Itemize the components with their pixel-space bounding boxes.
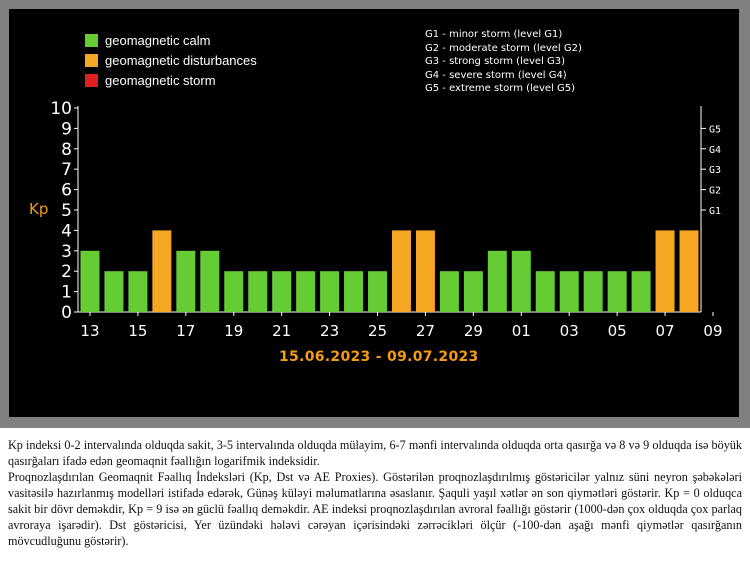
storm-level-g5: G5 - extreme storm (level G5) (425, 83, 575, 94)
y-tick-label: 8 (61, 139, 72, 160)
bar (512, 251, 531, 312)
bar (248, 271, 267, 312)
storm-level-g2: G2 - moderate storm (level G2) (425, 42, 582, 54)
y-axis-label: Kp (29, 200, 49, 218)
x-tick-label: 03 (559, 322, 579, 340)
y-tick-label: 3 (61, 241, 72, 262)
bar (344, 271, 363, 312)
x-tick-label: 27 (415, 322, 435, 340)
bar (176, 251, 195, 312)
x-tick-label: 25 (367, 322, 388, 340)
bar (608, 271, 627, 312)
bar (368, 271, 387, 312)
y-tick-label: 4 (61, 221, 72, 242)
bar (320, 271, 339, 312)
legend-label: geomagnetic calm (105, 33, 211, 48)
date-range: 15.06.2023 - 09.07.2023 (279, 349, 479, 365)
bar (128, 271, 147, 312)
y-tick-label: 7 (61, 160, 72, 181)
bar (656, 230, 675, 312)
x-tick-label: 19 (224, 322, 244, 340)
bar (416, 230, 435, 312)
description-paragraph: Kp indeksi 0-2 intervalında olduqda sakit, 3-5 intervalında olduqda mülayim, 6-7 mənfi intervalında olduqda orta qasırğa və 8 və 9 olduqda isə böyük qasırğaları ifadə edən geomaqnit fəallığın logarifmik indeksidir. (8, 438, 742, 468)
g-tick-label: G4 (709, 144, 722, 156)
bar (464, 271, 483, 312)
bar (440, 271, 459, 312)
bar (272, 271, 291, 312)
storm-level-g1: G1 - minor storm (level G1) (425, 29, 563, 40)
bar (560, 271, 579, 312)
description-paragraph: Proqnozlaşdırılan Geomaqnit Fəallıq İndeksləri (Kp, Dst və AE Proxies). Göstərilən proqnozlaşdırılmış göstəricilər yalnız süni neyron şəbəkələri vasitəsilə hazırlanmış modelləri istifadə edərək, Günəş küləyi məlumatlarına əsaslanır. Şaquli yaşıl xətlər ən son qiymətləri göstərir. Kp = 0 olduqca sakit bir dövr deməkdir, Kp = 9 isə ən güclü fəallıq deməkdir. AE indeksi proqnozlaşdırılan avroral fəallığı göstərir (1000-dən çox olduqda çox parlaq avroraya işarədir). Dst göstəricisi, Yer üzündəki hələvi cərəyan içərisindəki zərrəcikləri ölçür (-100-dən aşağı mənfi qiymətlər qasırğanın mövcudluğunu göstərir). (8, 470, 742, 548)
x-tick-label: 17 (176, 322, 196, 340)
y-tick-label: 1 (61, 282, 72, 303)
description (8, 437, 742, 549)
bar (392, 230, 411, 312)
y-tick-label: 5 (61, 201, 72, 221)
y-tick-label: 6 (61, 180, 72, 201)
bar (296, 271, 315, 312)
x-tick-label: 01 (511, 322, 531, 340)
y-tick-label: 2 (61, 262, 72, 283)
legend-label: geomagnetic storm (105, 73, 216, 88)
storm-level-g3: G3 - strong storm (level G3) (425, 56, 566, 67)
bar (632, 271, 651, 312)
bar (536, 271, 555, 312)
g-tick-label: G1 (709, 206, 722, 217)
y-tick-label: 10 (50, 99, 72, 119)
x-tick-label: 15 (128, 322, 148, 340)
x-tick-label: 05 (607, 322, 627, 340)
bar (104, 271, 123, 312)
x-tick-label: 21 (272, 322, 292, 340)
storm-level-g4: G4 - severe storm (level G4) (425, 69, 567, 81)
bar (584, 271, 603, 312)
x-tick-label: 23 (320, 322, 340, 340)
g-tick-label: G2 (709, 185, 722, 197)
g-tick-label: G3 (709, 165, 722, 177)
bar (152, 230, 171, 312)
bar (224, 271, 243, 312)
legend-label: geomagnetic disturbances (105, 53, 257, 68)
x-tick-label: 09 (703, 322, 723, 340)
kp-chart (9, 9, 739, 417)
bar (488, 251, 507, 312)
bar (80, 251, 99, 312)
x-tick-label: 13 (80, 322, 100, 340)
y-tick-label: 0 (61, 303, 72, 323)
g-tick-label: G5 (709, 124, 722, 136)
x-tick-label: 07 (655, 322, 675, 340)
x-tick-label: 29 (463, 322, 483, 340)
y-tick-label: 9 (61, 119, 72, 140)
bar (680, 230, 699, 312)
bar (200, 251, 219, 312)
